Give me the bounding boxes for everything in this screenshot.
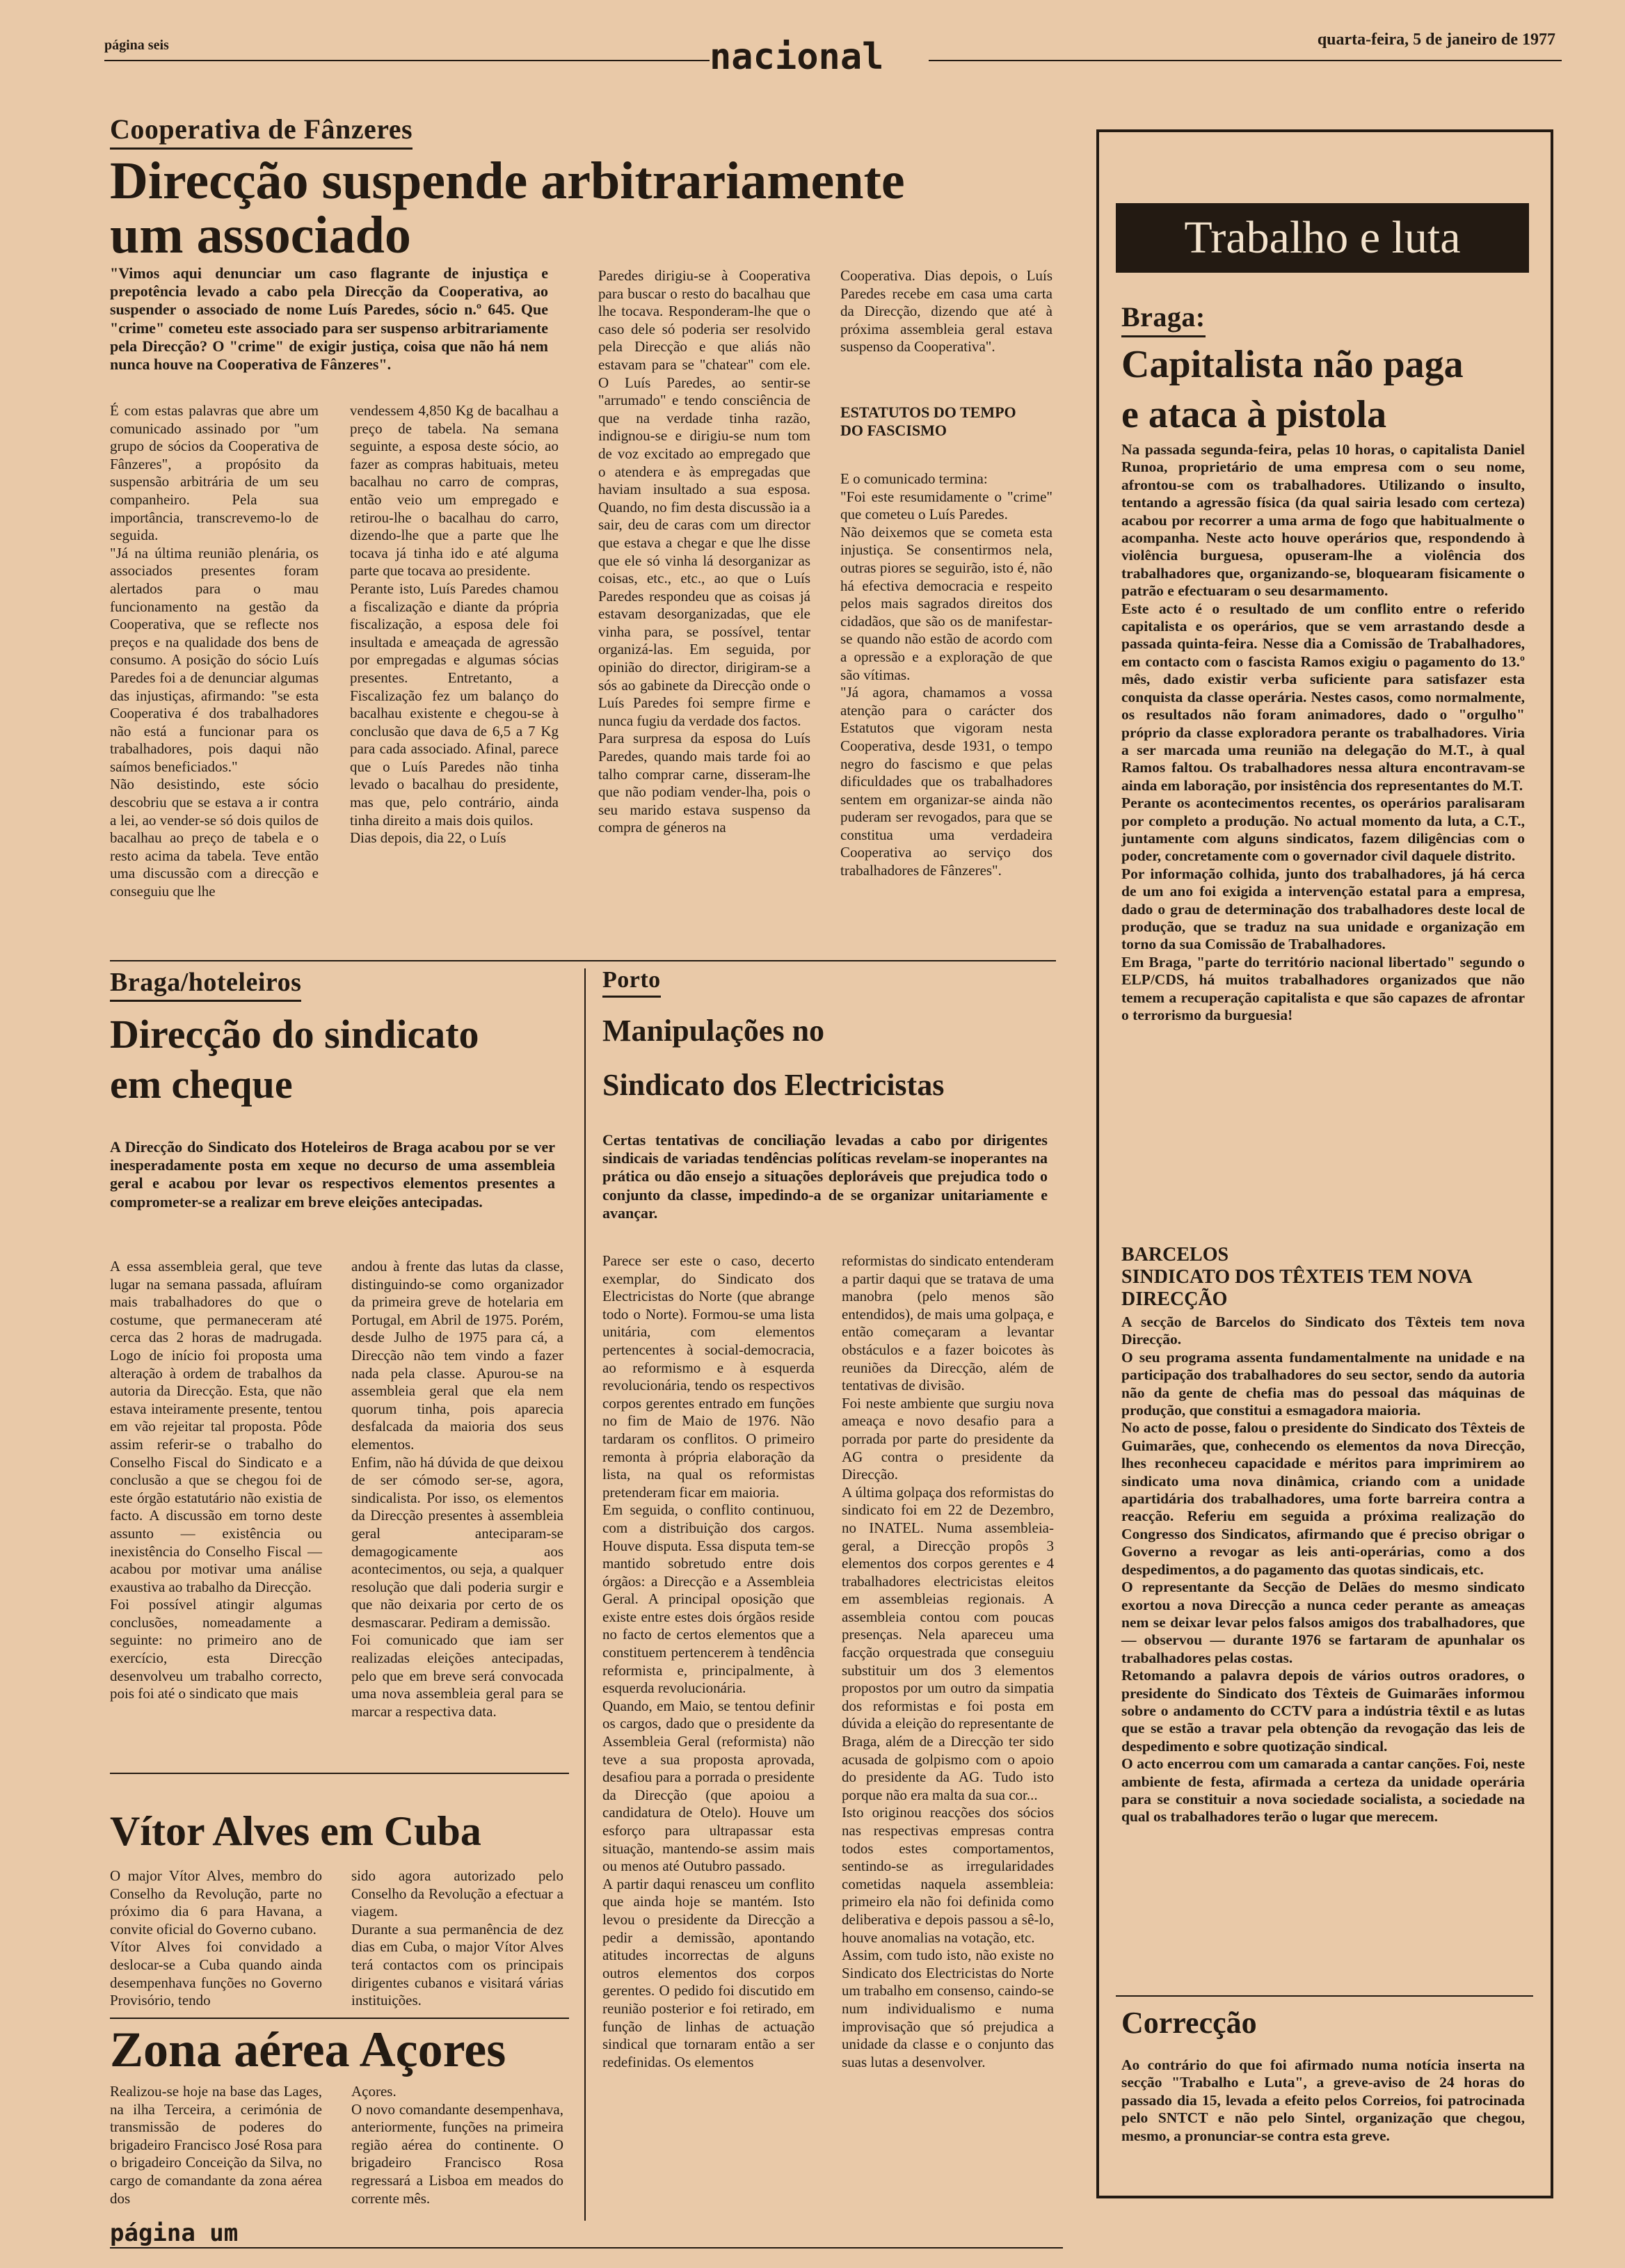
sidebar-body-braga: Na passada segunda-feira, pelas 10 horas, o capitalista Daniel Runoa, proprietário de uma empresa com o seu nome, afrontou-se com os trabalhadores. Utilizando o insulto, tentando a agressão física (da qual sairia lesado com certeza) acabou por recorrer a uma arma de fogo que habitualmente o acompanha. Neste acto houve operários que, respondendo à violência burguesa, opuseram-lhe a violência dos trabalhadores que, organizando-se, bloquearam fisicamente o patrão e efectuaram o seu desarmamento. Este acto é o resultado de um conflito entre o referido capitalista e os operários, que se vem arrastando desde a passada quinta-feira. Nesse dia a Comissão de Trabalhadores, em contacto com o fascista Ramos exigiu o pagamento do 13.º mês, dado existir verba suficiente para satisfazer esta conquista da classe operária. Nestes casos, como normalmente, os resultados não foram animadores, dado o "orgulho" próprio da classe exploradora perante os trabalhadores. Viria a ser marcada uma reunião na delegação do M.T., à qual Ramos faltou. Os trabalhadores nessa altura encontravam-se ainda em laboração, por insistência dos representantes do M.T. Perante os acontecimentos recentes, os operários paralisaram por completo a produção. No actual momento da luta, a C.T., juntamente com alguns sindicatos, fazem diligências com o poder, concretamente com o governador civil daquele distrito. Por informação colhida, junto dos trabalhadores, já há cerca de um ano foi exigida a intervenção estatal para a empresa, dado o grau de determinação dos trabalhadores deste local de produção, que se traduz na sua unidade e organização em torno da sua Comissão de Trabalhadores. Em Braga, "parte do território nacional libertado" segundo o ELP/CDS, há muitos trabalhadores organizados que não temem a recuperação capitalista e que são capazes de afrontar o terrorismo da burguesia! xyxy=(1121,441,1525,1023)
cuba-rule xyxy=(110,1773,569,1774)
sidebar-banner xyxy=(1116,203,1529,273)
column-divider xyxy=(584,968,586,2221)
sidebar-kicker: Braga: xyxy=(1121,301,1206,337)
acores-headline: Zona aérea Açores xyxy=(110,2022,506,2077)
hoteleiros-lead: A Direcção do Sindicato dos Hoteleiros de Braga acabou por se ver inesperadamente posta em xeque no decurso de uma assembleia geral e acabou por levar os respectivos elementos presentes a comprometer-se a realizar em breve eleições antecipadas. xyxy=(110,1138,555,1211)
fanzeres-subhead: ESTATUTOS DO TEMPO DO FASCISMO xyxy=(840,404,1016,439)
electricistas-headline-line1: Manipulações no xyxy=(602,1014,825,1048)
electricistas-headline-line2: Sindicato dos Electricistas xyxy=(602,1068,945,1102)
hoteleiros-headline-line1: Direcção do sindicato xyxy=(110,1012,479,1057)
row-divider xyxy=(110,960,1056,961)
cuba-col1: O major Vítor Alves, membro do Conselho da Revolução, parte no próximo dia 6 para Havana, a convite oficial do Governo cubano. Vítor Alves foi convidado a deslocar-se a Cuba quando ainda desempenhava funções no Governo Provisório, tendo xyxy=(110,1867,322,2009)
acores-col2: Açores. O novo comandante desempenhava, anteriormente, funções na primeira região aérea do continente. O brigadeiro Francisco Rosa regressará a Lisboa em meados do corrente mês. xyxy=(351,2083,563,2207)
fanzeres-col4a: Cooperativa. Dias depois, o Luís Paredes recebe em casa uma carta da Direcção, dizendo que até à próxima assembleia geral estava suspenso da Cooperativa". xyxy=(840,267,1052,356)
footer-page-label: página um xyxy=(110,2219,239,2247)
electricistas-col2: reformistas do sindicato entenderam a partir daqui que se tratava de uma manobra (pelo menos são entendidos), de mais uma golpaça, e então começaram a levantar obstáculos e a fazer boicotes às reuniões da Direcção, além de tentativas de divisão. Foi neste ambiente que surgiu nova ameaça e novo desafio para a porrada por parte do presidente da AG contra o presidente da Direcção. A última golpaça dos reformistas do sindicato foi em 22 de Dezembro, no INATEL. Numa assembleia-geral, a Direcção propôs 3 elementos dos corpos gerentes e 4 trabalhadores electricistas eleitos em assembleias regionais. A assembleia contou com poucas presenças. Nela apareceu uma facção orquestrada que conseguiu substituir um dos 3 elementos propostos por um outro da simpatia dos reformistas e foi posta em dúvida a eleição do representante de Braga, além de a Direcção ter sido acusada de golpismo com o apoio do presidente da AG. Tudo isto porque não era malta da sua cor... Isto originou reacções dos sócios nas respectivas empresas contra todos estes comportamentos, sentindo-se as irregularidades cometidas naquela assembleia: primeiro ela não foi definida como deliberativa e depois passou a sê-lo, houve anomalias na votação, etc. Assim, com tudo isto, não existe no Sindicato dos Electricistas do Norte um trabalho em consenso, caindo-se num individualismo e numa improvisação que só prejudica a unidade da classe e o conjunto das suas lutas a desenvolver. xyxy=(842,1252,1054,2070)
section-title: nacional xyxy=(710,36,884,78)
fanzeres-col4b: E o comunicado termina: "Foi este resumidamente o "crime" que cometeu o Luís Paredes. Não deixemos que se cometa esta injustiça. Se consentirmos nela, outras piores se seguirão, isto é, não há efectiva democracia e respeito pelos mais sagrados direitos dos cidadãos, que são os de manifestar-se quando não estão de acordo com a opressão e a exploração de que são vítimas. "Já agora, chamamos a vossa atenção para o carácter dos Estatutos que vigoram nesta Cooperativa, desde 1931, o tempo negro do fascismo e que pelas dificuldades que os trabalhadores sentem em organizar-se ainda não puderam ser revogados, para que se constitua uma verdadeira Cooperativa ao serviço dos trabalhadores de Fânzeres". xyxy=(840,470,1052,879)
sidebar-body-barcelos: A secção de Barcelos do Sindicato dos Têxteis tem nova Direcção. O seu programa assenta fundamentalmente na unidade e na participação dos trabalhadores do seu sector, sendo da autoria não da gente de chefia mas do pessoal das máquinas de produção, que constitui a esmagadora maioria. No acto de posse, falou o presidente do Sindicato dos Têxteis de Guimarães, que, conhecendo os elementos da nova Direcção, lhes reconheceu capacidade e méritos para imprimirem ao sindicato uma nova dinâmica, criando com a unidade apartidária dos trabalhadores, uma forte barreira contra a reacção. Referiu em seguida a próxima realização do Congresso dos Sindicatos, afirmando que é preciso obrigar o Governo a revogar as leis anti-operárias, como a dos despedimentos, a do pagamento das quotas sindicais, etc. O representante da Secção de Delães do mesmo sindicato exortou a nova Direcção a nunca ceder perante as ameaças nem se deixar levar pelos falsos amigos dos trabalhadores, que — observou — durante 1976 se fartaram de apunhalar os trabalhadores pelas costas. Retomando a palavra depois de vários outros oradores, o presidente do Sindicato dos Têxteis de Guimarães informou sobre o andamento do CCTV para a indústria têxtil e as lutas que se estão a travar pela obtenção da revogação das leis de despedimento e sobre quotização sindical. O acto encerrou com um camarada a cantar canções. Foi, neste ambiente de festa, afirmada a certeza da unidade operária para se constituir a nova sociedade socialista, a sociedade na qual os trabalhadores terão o lugar que merecem. xyxy=(1121,1313,1525,1826)
cuba-headline: Vítor Alves em Cuba xyxy=(110,1808,481,1854)
issue-date: quarta-feira, 5 de janeiro de 1977 xyxy=(1317,31,1555,49)
fanzeres-headline-line1: Direcção suspende arbitrariamente xyxy=(110,152,905,210)
page-label: página seis xyxy=(104,38,169,53)
footer-rule xyxy=(110,2247,1063,2249)
fanzeres-lead: "Vimos aqui denunciar um caso flagrante de injustiça e prepotência levado a cabo pela Direcção da Cooperativa, ao suspender o associado de nome Luís Paredes, sócio n.º 645. Que "crime" cometeu este associado para ser suspenso arbitrariamente pela Direcção? O "crime" de exigir justiça, coisa que não há nem nunca houve na Cooperativa de Fânzeres". xyxy=(110,264,548,374)
hoteleiros-headline-line2: em cheque xyxy=(110,1062,293,1107)
fanzeres-headline-line2: um associado xyxy=(110,206,411,264)
masthead-rule-right xyxy=(929,60,1562,61)
acores-rule xyxy=(110,2018,569,2019)
sidebar-subhead-barcelos: BARCELOS SINDICATO DOS TÊXTEIS TEM NOVA DIRECÇÃO xyxy=(1121,1244,1472,1310)
electricistas-kicker: Porto xyxy=(602,967,661,998)
fanzeres-col3: Paredes dirigiu-se à Cooperativa para buscar o resto do bacalhau que lhe tocava. Responderam-lhe que o caso dele só poderia ser resolvido pela Direcção e que aliás não estavam para se "chatear" com ele. O Luís Paredes, ao sentir-se "arrumado" e tendo consciência de que na verdade tinha razão, indignou-se e dirigiu-se num tom de voz excitado ao empregado que o atendera e às empregadas que haviam insultado a sua esposa. Quando, no fim desta discussão ia a sair, deu de caras com um director que estava a chegar e que lhe disse que ele só vinha lá desorganizar as coisas, etc., etc., ao que o Luís Paredes respondeu que as coisas já estavam desorganizadas, que ele vinha para, se possível, tentar organizá-las. Em seguida, por opinião do director, dirigiram-se a sós ao gabinete da Direcção onde o Luís Paredes foi sempre firme e nunca fugiu da verdade dos factos. Para surpresa da esposa do Luís Paredes, quando mais tarde foi ao talho comprar carne, disseram-lhe que não podiam vender-lha, pois o seu marido estava suspenso da compra de géneros na xyxy=(598,267,810,836)
correction-title: Correcção xyxy=(1121,2006,1257,2040)
fanzeres-col2: vendessem 4,850 Kg de bacalhau a preço de tabela. Na semana seguinte, a esposa deste sócio, ao fazer as compras habituais, meteu bacalhau no carro de compras, então veio um empregado e retirou-lhe o bacalhau do carro, dizendo-lhe que a parte que lhe tocava já tinha ido e até alguma parte que tocava ao presidente. Perante isto, Luís Paredes chamou a fiscalização e diante da própria fiscalização, a esposa dele foi insultada e ameaçada de agressão por empregadas e algumas sócias presentes. Entretanto, a Fiscalização fez um balanço do bacalhau existente e chegou-se à conclusão que dava de 6,5 a 7 Kg para cada associado. Afinal, parece que o Luís Paredes não tinha levado o bacalhau do presidente, mas que, pelo contrário, ainda tinha direito a mais dois quilos. Dias depois, dia 22, o Luís xyxy=(350,402,559,847)
electricistas-lead: Certas tentativas de conciliação levadas a cabo por dirigentes sindicais de variadas tendências políticas revelam-se inoperantes na prática ou dão ensejo a situações deploráveis que prejudica todo o conjunto da classe, impedindo-a de se organizar unitariamente e avançar. xyxy=(602,1131,1048,1222)
sidebar-box xyxy=(1096,129,1553,2198)
sidebar-headline-line1: Capitalista não paga xyxy=(1121,343,1464,386)
fanzeres-col1: É com estas palavras que abre um comunicado assinado por "um grupo de sócios da Cooperativa de Fânzeres", a propósito da suspensão arbitrária de um seu companheiro. Pela sua importância, transcrevemo-lo de seguida. "Já na última reunião plenária, os associados presentes foram alertados para o mau funcionamento na gestão da Cooperativa, que se reflecte nos preços e na qualidade dos bens de consumo. A posição do sócio Luís Paredes foi a de denunciar algumas das injustiças, afirmando: "se esta Cooperativa é dos trabalhadores não está a funcionar para os trabalhadores, pois daqui não saímos beneficiados." Não desistindo, este sócio descobriu que se estava a ir contra a lei, ao vender-se só dois quilos de bacalhau ao preço de tabela e o resto acima da tabela. Teve então uma discussão com a direcção e conseguiu que lhe xyxy=(110,402,319,900)
hoteleiros-col1: A essa assembleia geral, que teve lugar na semana passada, afluíram mais trabalhadores do que o costume, que permaneceram até cerca das 2 horas de madrugada. Logo de início foi proposta uma alteração à ordem de trabalhos da autoria da Direcção. Esta, que não estava inteiramente presente, tentou em vão rejeitar tal proposta. Pôde assim referir-se o trabalho do Conselho Fiscal do Sindicato e a conclusão a que se chegou foi de este órgão estatutário não existia de facto. A discussão em torno deste assunto — existência ou inexistência do Conselho Fiscal — acabou por motivar uma análise exaustiva ao trabalho da Direcção. Foi possível atingir algumas conclusões, nomeadamente a seguinte: no primeiro ano de exercício, esta Direcção desenvolveu um trabalho correcto, pois foi até o sindicato que mais xyxy=(110,1258,322,1702)
sidebar-banner-title: Trabalho e luta xyxy=(1184,212,1461,263)
correction-body: Ao contrário do que foi afirmado numa notícia inserta na secção "Trabalho e Luta", a greve-aviso de 24 horas do passado dia 15, levada a efeito pelos Correios, foi patrocinada pelo SNTCT e não pelo Sintel, organização que chegou, mesmo, a pronunciar-se contra esta greve. xyxy=(1121,2057,1525,2144)
acores-col1: Realizou-se hoje na base das Lages, na ilha Terceira, a cerimónia de transmissão de poderes do brigadeiro Francisco José Rosa para o brigadeiro Conceição da Silva, no cargo de comandante da zona aérea dos xyxy=(110,2083,322,2207)
hoteleiros-kicker: Braga/hoteleiros xyxy=(110,967,301,1002)
masthead-rule-left xyxy=(104,60,710,61)
hoteleiros-col2: andou à frente das lutas da classe, distinguindo-se como organizador da primeira greve de hotelaria em Portugal, em Abril de 1975. Porém, desde Julho de 1975 para cá, a Direcção não tem vindo a fazer nada pela classe. Apurou-se na assembleia geral que ela nem quorum tinha, pois aparecia desfalcada da maioria dos seus elementos. Enfim, não há dúvida de que deixou de ser cómodo ser-se, agora, sindicalista. Por isso, os elementos da Direcção presentes à assembleia geral anteciparam-se demagogicamente aos acontecimentos, ou seja, a qualquer resolução que dali poderia surgir e que não deixaria por certo de os desmascarar. Pediram a demissão. Foi comunicado que iam ser realizadas eleições antecipadas, pelo que em breve será convocada uma nova assembleia geral para se marcar a respectiva data. xyxy=(351,1258,563,1720)
cuba-col2: sido agora autorizado pelo Conselho da Revolução a efectuar a viagem. Durante a sua permanência de dez dias em Cuba, o major Vítor Alves terá contactos com os principais dirigentes cubanos e visitará várias instituições. xyxy=(351,1867,563,2009)
sidebar-correction-rule xyxy=(1116,1995,1533,1997)
fanzeres-kicker: Cooperativa de Fânzeres xyxy=(110,113,413,150)
sidebar-headline-line2: e ataca à pistola xyxy=(1121,393,1387,436)
electricistas-col1: Parece ser este o caso, decerto exemplar, do Sindicato dos Electricistas do Norte (que abrange todo o Norte). Formou-se uma lista unitária, com elementos pertencentes à social-democracia, ao reformismo e à esquerda revolucionária, tendo os respectivos corpos gerentes entrado em funções no fim de Maio de 1976. Não tardaram os conflitos. O primeiro remonta à própria elaboração da lista, na qual os reformistas pretenderam ficar em maioria. Em seguida, o conflito continuou, com a distribuição dos cargos. Houve disputa. Essa disputa tem-se mantido sobretudo entre dois órgãos: a Direcção e a Assembleia Geral. A principal oposição que existe entre estes dois órgãos reside no facto de certos elementos que a constituem pertencerem à tendência reformista e, principalmente, à esquerda revolucionária. Quando, em Maio, se tentou definir os cargos, dado que o presidente da Assembleia Geral (reformista) não teve a sua proposta aprovada, desafiou para a porrada o presidente da Direcção (que apoiou a candidatura de Otelo). Houve um esforço para ultrapassar esta situação, mantendo-se assim mais ou menos até Outubro passado. A partir daqui renasceu um conflito que ainda hoje se mantém. Isto levou o presidente da Direcção a pedir a demissão, apontando atitudes incorrectas de alguns outros elementos dos corpos gerentes. O pedido foi discutido em reunião posterior e foi retirado, em função de linhas de actuação sindical que tornaram então a ser redefinidas. Os elementos xyxy=(602,1252,815,2070)
